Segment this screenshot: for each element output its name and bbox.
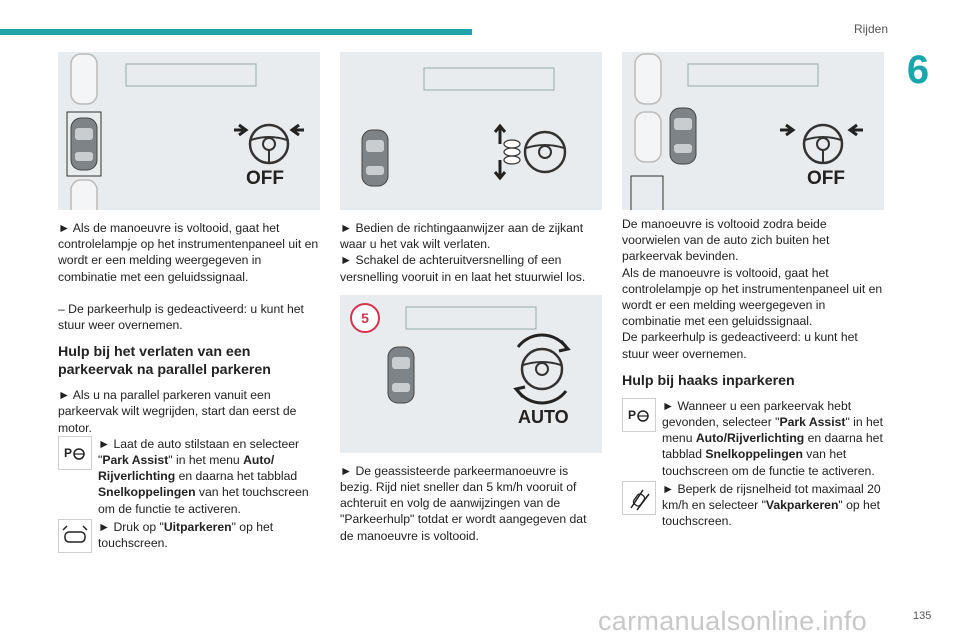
col3-para-1: De manoeuvre is voltooid zodra beide voorwielen van de auto zich buiten het parkeervak bevinden.: [622, 217, 830, 264]
exit-parking-icon: [58, 519, 92, 553]
column-3: [622, 52, 884, 529]
col1-para-3: ► Als u na parallel parkeren vanuit een parkeervak wilt wegrijden, start dan eerst de motor.: [58, 388, 297, 435]
page-number: 135: [913, 610, 932, 622]
off-label: OFF: [246, 168, 284, 189]
header-accent-bar: [0, 29, 472, 35]
figure-parallel-exit-complete: [58, 52, 320, 210]
perpendicular-parking-icon: [622, 481, 656, 515]
col1-para-2: – De parkeerhulp is gedeactiveerd: u kunt het stuur weer overnemen.: [58, 301, 304, 333]
auto-label: AUTO: [518, 406, 569, 427]
col3-para-4: ► Wanneer u een parkeervak hebt gevonden, selecteer "Park Assist" in het menu Auto/Rijverlichting en daarna het tabblad Snelkoppelingen van het touchscreen om de functie te activeren.: [662, 398, 883, 478]
col3-para-4-row: [622, 398, 884, 479]
figure-perpendicular-complete: [622, 52, 884, 210]
step-badge: 5: [350, 303, 380, 333]
col3-para-3: De parkeerhulp is gedeactiveerd: u kunt het stuur weer overnemen.: [622, 330, 858, 361]
col2-para-3: ► De geassisteerde parkeermanoeuvre is bezig. Rijd niet sneller dan 5 km/h vooruit of achteruit en volg de aanwijzingen van de "Parkeerhulp" totdat er wordt aangegeven dat de manoeuvre is voltooid.: [340, 463, 587, 543]
watermark: carmanualsonline.info: [598, 606, 867, 636]
park-assist-icon: [58, 436, 92, 470]
figure-auto-manoeuvre: [340, 295, 602, 453]
section-title: Rijden: [853, 22, 888, 36]
off-label-2: OFF: [807, 168, 845, 189]
col3-para-2: Als de manoeuvre is voltooid, gaat het controlelampje op het instrumentenpaneel uit en wordt er een melding weergegeven in combinatie met een geluidssignaal.: [622, 265, 883, 329]
col1-para-4-row: [58, 436, 320, 517]
col1-heading: Hulp bij het verlaten van een parkeervak na parallel parkeren: [58, 344, 271, 379]
col1-para-5: ► Druk op "Uitparkeren" op het touchscreen.: [98, 519, 274, 551]
column-2: [340, 52, 602, 544]
col3-para-5: ► Beperk de rijsnelheid tot maximaal 20 km/h en selecteer "Vakparkeren" op het touchscreen.: [662, 481, 881, 529]
figure-indicator-steering: [340, 52, 602, 210]
col1-para-4: ► Laat de auto stilstaan en selecteer "Park Assist" in het menu Auto/ Rijverlichting en daarna het tabblad Snelkoppelingen van het touchscreen om de functie te activeren.: [98, 436, 309, 516]
park-assist-icon-2: [622, 398, 656, 432]
col3-heading: Hulp bij haaks inparkeren: [622, 372, 795, 389]
col2-para-1: ► Bedien de richtingaanwijzer aan de zijkant waar u het vak wilt verlaten.: [340, 221, 584, 252]
col1-para-5-row: [58, 519, 320, 553]
col2-para-2: ► Schakel de achteruitversnelling of een versnelling vooruit in en laat het stuurwiel los.: [340, 253, 586, 284]
svg-text:P: P: [64, 445, 73, 460]
chapter-number: 6: [906, 48, 930, 92]
col3-para-5-row: [622, 481, 884, 530]
column-1: [58, 52, 320, 553]
svg-text:P: P: [628, 407, 637, 422]
col1-para-1: ► Als de manoeuvre is voltooid, gaat het controlelampje op het instrumentenpaneel uit en wordt er een melding weergegeven in combinatie met een geluidssignaal.: [58, 221, 319, 284]
